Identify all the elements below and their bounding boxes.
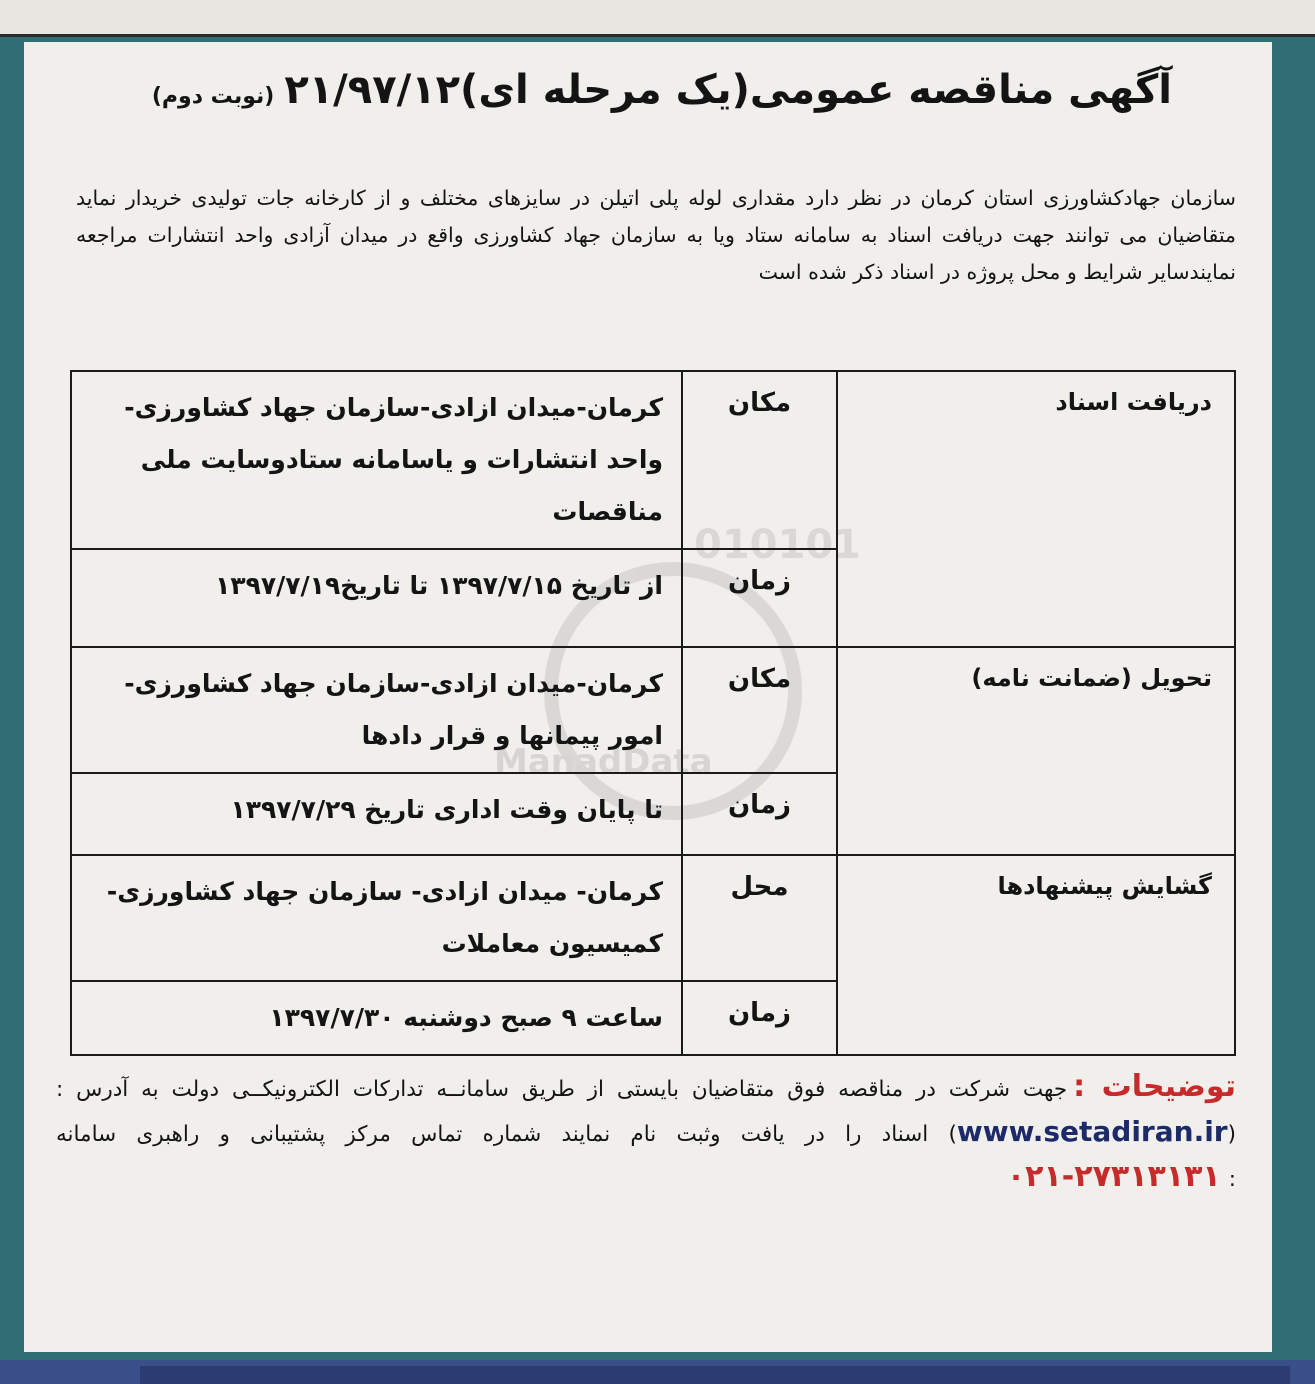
row-label: مکان: [682, 647, 837, 773]
description-label: توضیحات :: [1073, 1069, 1236, 1104]
tender-notice: [24, 42, 1272, 1352]
table-row: [71, 855, 1235, 981]
description-text-2: ) اسناد را در یافت وثبت نام نمایند شماره تماس مرکز پشتیبانی و راهبری سامانه :: [56, 1122, 1236, 1192]
row-label: زمان: [682, 981, 837, 1055]
schedule-table: [70, 370, 1236, 1056]
section-delivery: تحویل (ضمانت نامه): [837, 647, 1235, 855]
row-label: مکان: [682, 371, 837, 549]
support-phone: ۰۲۱-۲۷۳۱۳۱۳۱: [1006, 1159, 1221, 1194]
description: [56, 1066, 1236, 1201]
row-value: کرمان-میدان ازادی-سازمان جهاد کشاورزی-امور پیمانها و قرار دادها: [71, 647, 682, 773]
website-link[interactable]: www.setadiran.ir: [956, 1115, 1228, 1148]
notice-title-round: (نوبت دوم): [151, 84, 275, 109]
intro-paragraph: سازمان جهادکشاورزی استان کرمان در نظر دارد مقداری لوله پلی اتیلن در سایزهای مختلف و از کارخانه جات تولیدی خریدار نماید متقاضیان می توانند جهت دریافت اسناد به سامانه ستاد ویا به سازمان جهاد کشاورزی واقع در میدان آزادی واحد انتشارات مراجعه نمایندسایر شرایط و محل پروژه در اسناد ذکر شده است: [76, 186, 1236, 284]
row-label: محل: [682, 855, 837, 981]
notice-title: [92, 60, 1172, 127]
section-receive-docs: دریافت اسناد: [837, 371, 1235, 647]
row-value: کرمان- میدان ازادی- سازمان جهاد کشاورزی-کمیسیون معاملات: [71, 855, 682, 981]
watermark-brand: ManadData: [494, 742, 713, 782]
scan-top-edge: [0, 0, 1315, 37]
row-value: ساعت ۹ صبح دوشنبه ۱۳۹۷/۷/۳۰: [71, 981, 682, 1055]
row-value: از تاریخ ۱۳۹۷/۷/۱۵ تا تاریخ۱۳۹۷/۷/۱۹: [71, 549, 682, 647]
row-label: زمان: [682, 773, 837, 855]
watermark-digits: 010101: [694, 522, 861, 568]
notice-title-main: آگهی مناقصه عمومی(یک مرحله ای)۲۱/۹۷/۱۲: [284, 67, 1172, 113]
scan-bottom-strip: [140, 1366, 1290, 1384]
table-row: [71, 647, 1235, 773]
section-opening: گشایش پیشنهادها: [837, 855, 1235, 1055]
description-text-1: جهت شرکت در مناقصه فوق متقاضیان بایستی از طریق سامانــه تدارکات الکترونیکــی دولت به آدرس :(: [56, 1077, 1236, 1147]
table-row: [71, 371, 1235, 549]
row-value: کرمان-میدان ازادی-سازمان جهاد کشاورزی-واحد انتشارات و یاسامانه ستادوسایت ملی مناقصات: [71, 371, 682, 549]
row-label: زمان: [682, 549, 837, 647]
row-value: تا پایان وقت اداری تاریخ ۱۳۹۷/۷/۲۹: [71, 773, 682, 855]
